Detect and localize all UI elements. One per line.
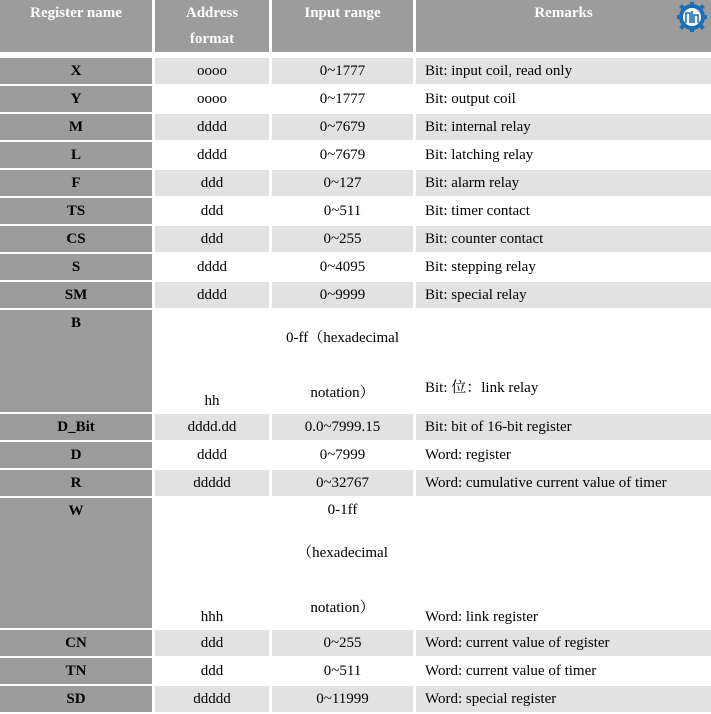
remarks: Bit: bit of 16-bit register	[416, 414, 711, 442]
table-row	[0, 226, 711, 254]
table-row	[0, 198, 711, 226]
input-range: 0~9999	[272, 282, 416, 310]
table-header-row	[0, 0, 711, 54]
input-range: 0.0~7999.15	[272, 414, 416, 442]
register-name: SM	[0, 282, 155, 310]
input-range: 0~7679	[272, 114, 416, 142]
range-line: （hexadecimal	[297, 545, 388, 561]
address-format: ddd	[155, 170, 272, 198]
remarks: Word: current value of register	[416, 630, 711, 658]
header-address-format: Address format	[155, 0, 272, 54]
range-line: 0-1ff	[327, 502, 358, 518]
address-format: ddddd	[155, 470, 272, 498]
remarks: Bit: counter contact	[416, 226, 711, 254]
register-name: W	[0, 498, 155, 630]
input-range: 0~4095	[272, 254, 416, 282]
range-line: notation）	[310, 385, 375, 401]
register-name: CS	[0, 226, 155, 254]
address-format: oooo	[155, 58, 272, 86]
input-range: 0~7999	[272, 442, 416, 470]
register-name: R	[0, 470, 155, 498]
address-format: dddd	[155, 142, 272, 170]
register-name: L	[0, 142, 155, 170]
register-name: TS	[0, 198, 155, 226]
table-row	[0, 414, 711, 442]
table-row	[0, 86, 711, 114]
remarks: Bit: special relay	[416, 282, 711, 310]
input-range	[272, 498, 416, 630]
table-row	[0, 170, 711, 198]
address-format: dddd.dd	[155, 414, 272, 442]
table-row	[0, 254, 711, 282]
table-row	[0, 310, 711, 414]
input-range: 0~1777	[272, 58, 416, 86]
register-name: M	[0, 114, 155, 142]
register-name: D	[0, 442, 155, 470]
remarks: Bit: timer contact	[416, 198, 711, 226]
address-format: dddd	[155, 282, 272, 310]
input-range: 0~255	[272, 630, 416, 658]
input-range: 0~11999	[272, 686, 416, 714]
table-row	[0, 498, 711, 630]
remarks: Word: register	[416, 442, 711, 470]
register-name: X	[0, 58, 155, 86]
register-name: Y	[0, 86, 155, 114]
address-format: dddd	[155, 254, 272, 282]
address-format: ddd	[155, 630, 272, 658]
range-line: notation）	[310, 600, 375, 616]
input-range: 0~32767	[272, 470, 416, 498]
address-format: hhh	[155, 498, 272, 630]
header-input-range: Input range	[272, 0, 416, 54]
remarks: Word: cumulative current value of timer	[416, 470, 711, 498]
remarks: Bit: 位：link relay	[416, 310, 711, 414]
table-row	[0, 442, 711, 470]
remarks: Bit: input coil, read only	[416, 58, 711, 86]
address-format: ddd	[155, 658, 272, 686]
gear-circuit-logo-icon	[677, 2, 707, 32]
header-remarks: Remarks	[416, 0, 711, 54]
remarks: Bit: stepping relay	[416, 254, 711, 282]
header-register-name: Register name	[0, 0, 155, 54]
address-format: ddd	[155, 226, 272, 254]
address-format: ddd	[155, 198, 272, 226]
table-row	[0, 658, 711, 686]
register-name: CN	[0, 630, 155, 658]
input-range: 0~255	[272, 226, 416, 254]
remarks: Bit: output coil	[416, 86, 711, 114]
address-format: oooo	[155, 86, 272, 114]
address-format: dddd	[155, 442, 272, 470]
table-row	[0, 470, 711, 498]
input-range: 0~511	[272, 198, 416, 226]
table-row	[0, 114, 711, 142]
register-name: D_Bit	[0, 414, 155, 442]
input-range	[272, 310, 416, 414]
table-row	[0, 282, 711, 310]
remarks: Word: link register	[416, 498, 711, 630]
table-row	[0, 686, 711, 714]
input-range: 0~127	[272, 170, 416, 198]
remarks: Word: current value of timer	[416, 658, 711, 686]
remarks: Word: special register	[416, 686, 711, 714]
register-name: F	[0, 170, 155, 198]
address-format: dddd	[155, 114, 272, 142]
address-format: hh	[155, 310, 272, 414]
input-range: 0~7679	[272, 142, 416, 170]
table-row	[0, 58, 711, 86]
address-format: ddddd	[155, 686, 272, 714]
input-range: 0~511	[272, 658, 416, 686]
remarks: Bit: alarm relay	[416, 170, 711, 198]
register-name: SD	[0, 686, 155, 714]
table-row	[0, 142, 711, 170]
register-name: TN	[0, 658, 155, 686]
input-range: 0~1777	[272, 86, 416, 114]
register-name: B	[0, 310, 155, 414]
remarks: Bit: internal relay	[416, 114, 711, 142]
range-line: 0-ff（hexadecimal	[285, 330, 399, 346]
table-row	[0, 630, 711, 658]
register-name: S	[0, 254, 155, 282]
remarks: Bit: latching relay	[416, 142, 711, 170]
